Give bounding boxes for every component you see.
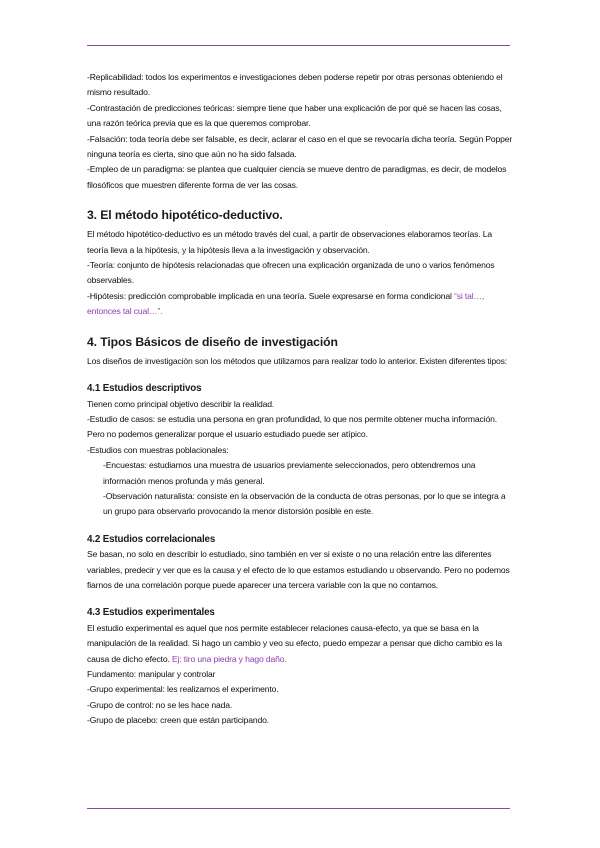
paragraph-paradigma: -Empleo de un paradigma: se plantea que cualquier ciencia se mueve dentro de paradigmas, es decir, de modelos filosóficos que muestren diferente forma de ver las cosas. <box>87 164 507 190</box>
section-4-3-fundamento: Fundamento: manipular y controlar <box>87 669 216 679</box>
section-4-3-grupo-experimental: -Grupo experimental: les realizamos el experimento. <box>87 684 279 695</box>
section-4-3-grupo-placebo: -Grupo de placebo: creen que están participando. <box>87 715 269 726</box>
section-4-1-heading: 4.1 Estudios descriptivos <box>87 383 202 395</box>
section-4-1-muestras: -Estudios con muestras poblacionales: <box>87 444 229 455</box>
page-content <box>87 70 513 729</box>
paragraph-replicabilidad: -Replicabilidad: todos los experimentos e investigaciones deben poderse repetir por otras personas obteniendo el mismo resultado. <box>87 72 503 98</box>
section-4-2-paragraph: Se basan, no solo en describir lo estudiado, sino también en ver si existe o no una relación entre las diferentes variables, predecir y ver que es la causa y el efecto de lo que estamos estudiando u observando. Pero no podemos fiarnos de una correlación porque puede aparecer una tercera variable con la que no contamos. <box>87 549 510 590</box>
hipotesis-quote: “si tal…, entonces tal cual…”. <box>87 290 485 317</box>
section-4-1-observacion: -Observación naturalista: consiste en la observación de la conducta de otras personas, por lo que se integra a un grupo para observarlo provocando la menor distorsión posible en este. <box>103 490 506 517</box>
footer-rule <box>87 808 510 809</box>
section-3-heading: 3. El método hipotético-deductivo. <box>87 208 283 223</box>
paragraph-falsacion: -Falsación: toda teoría debe ser falsable, es decir, aclarar el caso en el que se revocaría dicha teoría. Según Popper ninguna teoría es cierta, sino que aún no ha sido falsada. <box>87 133 513 160</box>
section-4-1-encuestas: -Encuestas: estudiamos una muestra de usuarios previamente seleccionados, pero obtendremos una información menos profunda y más general. <box>103 460 476 486</box>
experimental-text: El estudio experimental es aquel que nos permite establecer relaciones causa-efecto, ya que se basa en la manipulación de la realidad. Si hago un cambio y veo su efecto, puedo empezar a pensar que dicho cambio es la causa de dicho efecto. <box>87 622 503 664</box>
experimental-example: Ej: tiro una piedra y hago daño. <box>171 653 287 664</box>
section-4-3-heading: 4.3 Estudios experimentales <box>87 607 215 619</box>
section-4-intro: Los diseños de investigación son los métodos que utilizamos para realizar todo lo anterior. Existen diferentes tipos: <box>87 355 508 366</box>
section-3-paragraph-1: El método hipotético-deductivo es un método través del cual, a partir de observaciones elaboramos teorías. La teoría lleva a la hipótesis, y la hipótesis lleva a la investigación y observación. <box>87 229 492 255</box>
section-4-heading: 4. Tipos Básicos de diseño de investigación <box>87 334 338 349</box>
header-rule <box>87 45 510 46</box>
section-3-paragraph-teoria: -Teoría: conjunto de hipótesis relacionadas que ofrecen una explicación organizada de uno o varios fenómenos observables. <box>87 260 495 286</box>
section-4-2-heading: 4.2 Estudios correlacionales <box>87 533 216 545</box>
section-4-3-paragraph-1 <box>87 621 513 667</box>
section-4-1-paragraph-1: Tienen como principal objetivo describir la realidad. <box>87 398 275 409</box>
section-4-1-estudio-casos: -Estudio de casos: se estudia una persona en gran profundidad, lo que nos permite obtener mucha información. Pero no podemos generalizar porque el usuario estudiado puede ser atípico. <box>87 413 497 440</box>
paragraph-contrastacion: -Contrastación de predicciones teóricas: siempre tiene que haber una explicación de por qué se hacen las cosas, una razón teórica previa que es la que queremos comprobar. <box>87 102 502 129</box>
hipotesis-text: -Hipótesis: predicción comprobable implicada en una teoría. Suele expresarse en forma condicional <box>87 290 454 301</box>
section-4-3-grupo-control: -Grupo de control: no se les hace nada. <box>87 699 233 710</box>
section-3-paragraph-hipotesis <box>87 289 513 320</box>
